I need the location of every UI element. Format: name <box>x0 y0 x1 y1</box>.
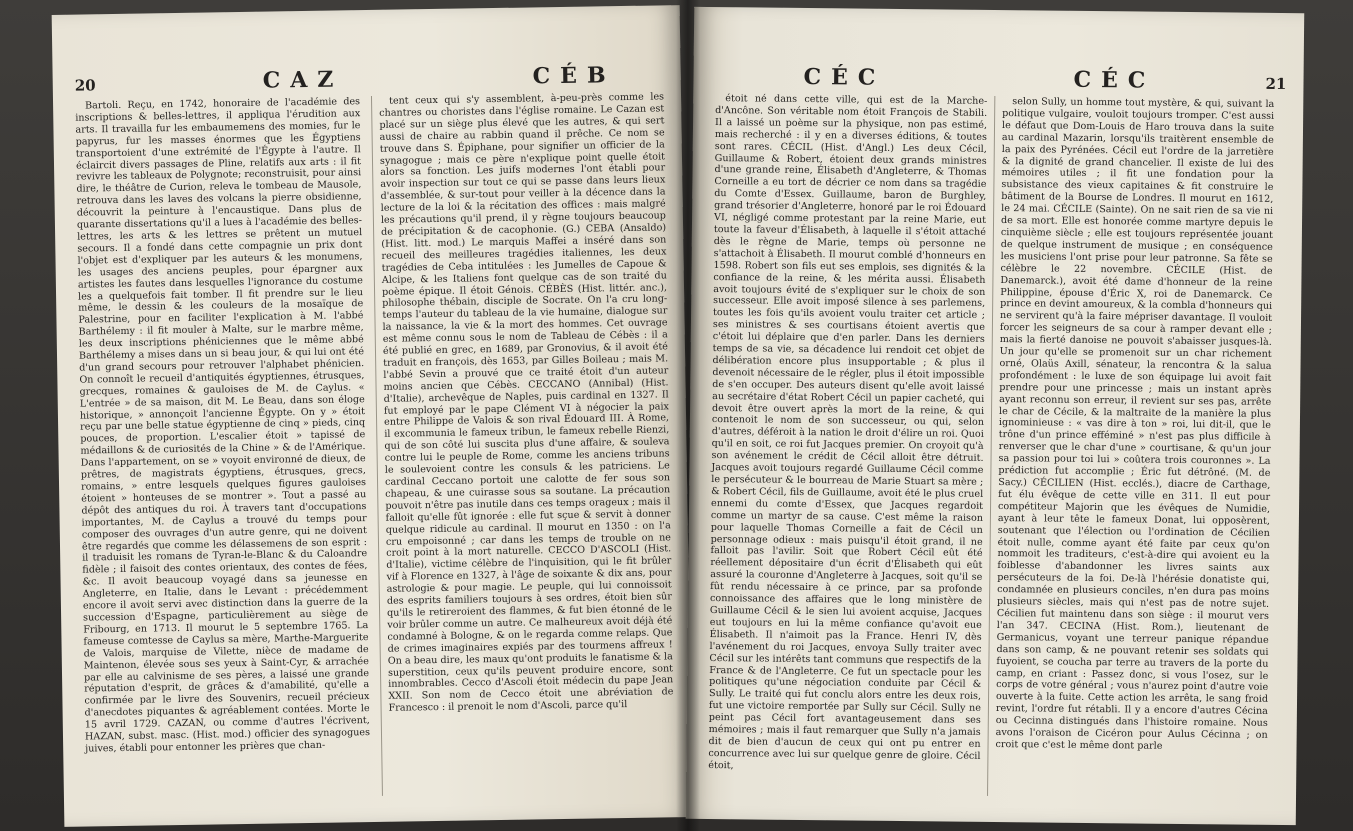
running-head-right: CÉC <box>1073 66 1156 94</box>
right-page <box>686 7 1304 825</box>
running-head-left: CÉC <box>803 63 886 91</box>
column-text: tent ceux qui s'y assemblent, à-peu-près comme les chantres ou choristes dans l'église romaine. Le Cazan est placé sur un siège plus élevé que les autres, & qui sert aussi de chaire au rabbin quand il prêche. Ce nom se trouve dans S. Épiphane, pour signifier un officier de la synagogue ; mais ce père n'explique point quelle étoit alors sa fonction. Les juifs modernes l'ont établi pour avoir inspection sur tout ce qui se passe dans leurs lieux d'assemblée, & sur-tout pour veiller à la décence dans la lecture de la loi & la récitation des offices : mais malgré les précautions qu'il prend, il y règne toujours beaucoup de précipitation & de cacophonie. (G.) CEBA (Ansaldo) (Hist. litt. mod.) Le marquis Maffei a inséré dans son recueil des meilleures tragédies italiennes, les deux tragédies de Ceba intitulées : les Jumelles de Capoue & Alcipe, & les Italiens font quelque cas de son traité du poème épique. Il étoit Génois. CÉBÈS (Hist. littér. anc.), philosophe thébain, disciple de Socrate. On l'a cru long-temps l'auteur du tableau de la vie humaine, dialogue sur la naissance, la vie & la mort des hommes. Cet ouvrage est même connu sous le nom de Tableau de Cébès : il a été publié en grec, en 1689, par Gronovius, & il avoit été traduit en françois, dès 1653, par Gilles Boileau ; mais M. l'abbé Sevin a prouvé que ce traité étoit d'un auteur moins ancien que Cébès. CECCANO (Annibal) (Hist. d'Italie), archevêque de Naples, puis cardinal en 1327. Il fut employé par le pape Clément VI à négocier la paix entre Philippe de Valois & son rival Édouard III. À Rome, il excommunia le fameux tribun, le fameux rebelle Rienzi, qui de son côté lui suscita plus d'une affaire, & souleva contre lui le peuple de Rome, comme les anciens tribuns le soulevoient contre les consuls & les patriciens. Le cardinal Ceccano portoit une calotte de fer sous son chapeau, & une cuirasse sous sa soutane. La précaution pouvoit n'être pas inutile dans ces temps orageux ; mais il falloit qu'elle fût ignorée : elle fut sçue & servit à donner quelque ridicule au cardinal. Il mourut en 1350 : on l'a cru empoisonné ; car dans les temps de trouble on ne croit point à la mort naturelle. CECCO D'ASCOLI (Hist. d'Italie), victime célèbre de l'inquisition, qui le fit brûler vif à Florence en 1327, à l'âge de soixante & dix ans, pour astrologie & pour magie. Le peuple, qui lui connoissoit des esprits familiers toujours à ses ordres, étoit bien sûr qu'ils le retireroient des flammes, & fut bien étonné de le voir brûler comme un autre. Ce malheureux avoit déjà été condamné à Bologne, & on le regarda comme relaps. Que de crimes imaginaires expiés par des tourmens affreux ! On a beau dire, les maux qu'ont produits le fanatisme & la superstition, ceux qu'ils peuvent produire encore, sont innombrables. Cecco d'Ascoli étoit médecin du pape Jean XXII. Son nom de Cecco étoit une abréviation de Francesco : il prenoit le nom d'Ascoli, parce qu'il <box>379 91 674 714</box>
book-gutter-shadow <box>676 0 700 831</box>
page-number: 21 <box>1265 74 1287 94</box>
text-column-2 <box>995 96 1274 754</box>
column-text: Bartoli. Reçu, en 1742, honoraire de l'académie des inscriptions & belles-lettres, il appliqua l'érudition aux arts. Il travailla fur les embaumemens des momies, fur le papyrus, fur les masses énormes que les Égyptiens transportoient d'une extrémité de l'Égypte à l'autre. Il éclaircit divers passages de Pline, relatifs aux arts : il fit revivre les tableaux de Polygnote; reconstruisit, pour ainsi dire, le théâtre de Curion, releva le tombeau de Mausole, retrouva dans les laves des volcans la pierre obsidienne, découvrit la peinture à l'encaustique. Dans plus de quarante dissertations qu'il a lues à l'académie des belles-lettres, les arts & les lettres se prêtent un mutuel secours. Il a fondé dans cette compagnie un prix dont l'objet est d'expliquer par les auteurs & les monumens, les usages des anciens peuples, pour épargner aux artistes les fautes dans lesquelles l'ignorance du costume les a quelquefois fait tomber. Il fit prendre sur le lieu même, le dessin & les couleurs de la mosaïque de Palestrine, pour en faciliter l'explication à M. l'abbé Barthélemy : il fit mouler à Malte, sur le marbre même, les deux inscriptions phéniciennes que le même abbé Barthélemy a mises dans un si beau jour, & qui lui ont été d'un grand secours pour retrouver l'alphabet phénicien. On connoît le recueil d'antiquités égyptiennes, étrusques, grecques, romaines & gauloises de M. de Caylus. « L'entrée » de sa maison, dit M. Le Beau, dans son éloge historique, » annonçoit l'ancienne Égypte. On y » étoit reçu par une belle statue égyptienne de cinq » pieds, cinq pouces, de proportion. L'escalier étoit » tapissé de médaillons & de curiosités de la Chine » & de l'Amérique. Dans l'appartement, on se » voyoit environné de dieux, de prêtres, de magistrats égyptiens, étrusques, grecs, romains, » entre lesquels quelques figures gauloises étoient » honteuses de se montrer ». Tout a passé au dépôt des antiques du roi. À travers tant d'occupations importantes, M. de Caylus a trouvé du temps pour composer des ouvrages d'un autre genre, qui ne doivent être regardés que comme les délassemens de son esprit : il traduisit les romans de Tyran-le-Blanc & du Caloandre fidèle ; il faisoit des contes orientaux, des contes de fées, &c. Il avoit beaucoup voyagé dans sa jeunesse en Angleterre, en Italie, dans le Levant : précédemment encore il avoit servi avec distinction dans la guerre de la succession d'Espagne, particulièrement au siège de Fribourg, en 1713. Il mourut le 5 septembre 1765. La fameuse comtesse de Caylus sa mère, Marthe-Marguerite de Valois, marquise de Vilette, nièce de madame de Maintenon, élevée sous ses yeux à Saint-Cyr, & arrachée par elle au calvinisme de ses pères, a laissé une grande réputation d'esprit, de grâces & d'amabilité, qu'elle a confirmée par le livre des Souvenirs, recueil précieux d'anecdotes piquantes & agréablement contées. Morte le 15 avril 1729. CAZAN, ou comme d'autres l'écrivent, HAZAN, subst. masc. (Hist. mod.) officier des synagogues juives, établi pour entonner les prières que chan- <box>75 96 371 755</box>
left-page <box>52 5 693 827</box>
text-column-1 <box>708 93 987 774</box>
text-column-2 <box>379 91 674 715</box>
column-divider <box>987 96 995 796</box>
page-number: 20 <box>74 76 96 95</box>
text-column-1 <box>75 96 370 755</box>
running-head-right: CÉB <box>532 62 616 90</box>
column-text: étoit né dans cette ville, qui est de la Marche-d'Ancône. Son véritable nom étoit François de Stabili. Il a laissé un poème sur la physique, non pas estimé, mais recherché : il y en a diverses éditions, & toutes sont rares. CÉCIL (Hist. d'Angl.) Les deux Cécil, Guillaume & Robert, étoient deux grands ministres d'une grande reine, Élisabeth d'Angleterre, & Thomas Corneille a eu tort de décrier ce nom dans sa tragédie du Comte d'Essex. Guillaume, baron de Burghley, grand trésorier d'Angleterre, honoré par le roi Édouard VI, négligé comme protestant par la reine Marie, eut toute la faveur d'Élisabeth, à laquelle il s'étoit attaché dès le règne de Marie, temps où personne ne s'attachoit à Élisabeth. Il mourut comblé d'honneurs en 1598. Robert son fils eut ses emplois, ses dignités & la confiance de la reine, & les mérita aussi. Élisabeth avoit toujours évité de s'expliquer sur le choix de son successeur. Elle avoit imposé silence à ses parlemens, toutes les fois qu'ils avoient voulu traiter cet article ; ses ministres & ses courtisans étoient avertis que c'étoit lui déplaire que d'en parler. Dans les derniers temps de sa vie, sa décadence lui rendoit cet objet de délibération encore plus insupportable ; & plus il devenoit nécessaire de le régler, plus il étoit impossible de s'en occuper. Des auteurs disent qu'elle avoit laissé au secrétaire d'état Robert Cécil un papier cacheté, qui devoit être ouvert après la mort de la reine, & qui contenoit le nom de son successeur, ou qui, selon d'autres, déféroit à la nation le droit d'élire un roi. Quoi qu'il en soit, ce roi fut Jacques premier. On croyoit qu'à son avénement le crédit de Cécil alloit être détruit. Jacques avoit toujours regardé Guillaume Cécil comme le persécuteur & le bourreau de Marie Stuart sa mère ; & Robert Cécil, fils de Guillaume, avoit été le plus cruel ennemi du comte d'Essex, que Jacques regardoit comme un martyr de sa cause. C'est même la raison pour laquelle Thomas Corneille a fait de Cécil un personnage odieux : mais puisqu'il étoit grand, il ne falloit pas l'avilir. Soit que Robert Cécil eût été réellement dépositaire d'un écrit d'Élisabeth qui eût assuré la couronne d'Angleterre à Jacques, soit qu'il se fût rendu nécessaire à ce prince, par sa profonde connoissance des affaires que le long ministère de Guillaume Cécil & le sien lui avoient acquise, Jacques eut toujours en lui la même confiance qu'avoit eue Élisabeth. Il n'aimoit pas la France. Henri IV, dès l'avénement du roi Jacques, envoya Sully traiter avec Cécil sur les intérêts tant communs que respectifs de la France & de l'Angleterre. Ce fut un spectacle pour les politiques qu'une négociation conduite par Cécil & Sully. Le traité qui fut conclu alors entre les deux rois, fut une victoire remportée par Sully sur Cécil. Sully ne peint pas Cécil fort avantageusement dans ses mémoires ; mais il faut remarquer que Sully n'a jamais dit de bien d'aucun de ceux qui ont pu entrer en concurrence avec lui sur quelque genre de gloire. Cécil étoit, <box>708 93 988 772</box>
running-head-left: CAZ <box>262 66 344 94</box>
column-text: selon Sully, un homme tout mystère, & qui, suivant la politique vulgaire, vouloit toujours tromper. C'est aussi le défaut que Dom-Louis de Haro trouva dans la suite au cardinal Mazarin, lorsqu'ils traitèrent ensemble de la paix des Pyrénées. Cécil eut l'ordre de la jarretière & la dignité de grand chancelier. Il existe de lui des mémoires utiles ; il fit une fondation pour la subsistance des vieux capitaines & fit construire le bâtiment de la Bourse de Londres. Il mourut en 1612, le 24 mai. CÉCILE (Sainte). On ne sait rien de sa vie ni de sa mort. Elle est honorée comme martyre depuis le cinquième siècle ; elle est toujours représentée jouant de quelque instrument de musique ; en conséquence les musiciens l'ont prise pour leur patronne. Sa fête se célèbre le 22 novembre. CÉCILE (Hist. de Danemarck.), avoit été dame d'honneur de la reine Philippine, épouse d'Éric X, roi de Danemarck. Ce prince en devint amoureux, & la combla d'honneurs qui ne servirent qu'à la faire mépriser davantage. Il vouloit forcer les seigneurs de sa cour à ramper devant elle ; mais la fierté danoise ne pouvoit s'abaisser jusques-là. Un jour qu'elle se promenoit sur un char richement orné, Olaüs Axill, sénateur, la rencontra & la salua profondément : le luxe de son équipage lui avoit fait prendre pour une princesse ; mais un instant après ayant reconnu son erreur, il revient sur ses pas, arrête le char de Cécile, & la maltraite de la manière la plus ignominieuse : « vas dire à ton » roi, lui dit-il, que le trône d'un prince efféminé » n'est pas plus difficile à renverser que le char d'une » courtisane, & qu'un jour sa passion pour toi lui » coûtera trois couronnes ». La prédiction fut accomplie ; Éric fut détrôné. (M. de Sacy.) CÉCILIEN (Hist. ecclés.), diacre de Carthage, fut élu évêque de cette ville en 311. Il eut pour compétiteur Majorin que les évêques de Numidie, ayant à leur tête le fameux Donat, lui opposèrent, soutenant que l'élection ou l'ordination de Cécilien étoit nulle, comme ayant été faite par ceux qu'on nommoit les traditeurs, c'est-à-dire qui avoient eu la foiblesse d'abandonner les livres saints aux persécuteurs de la foi. De-là l'hérésie donatiste qui, condamnée en plusieurs conciles, n'en dura pas moins plusieurs siècles, mais qui n'est pas de notre sujet. Cécilien fut maintenu dans son siège : il mourut vers l'an 347. CECINA (Hist. Rom.), lieutenant de Germanicus, voyant une terreur panique répandue dans son camp, & ne pouvant retenir ses soldats qui fuyoient, se coucha par terre au travers de la porte du camp, en criant : Passez donc, si vous l'osez, sur le corps de votre général ; vous n'aurez point d'autre voie ouverte à la fuite. Cette action les arrêta, le sang froid revint, l'ordre fut rétabli. Il y a encore d'autres Cécina ou Cecinna distingués dans l'histoire romaine. Nous avons l'oraison de Cicéron pour Aulus Cécinna ; on croit que c'est le même dont parle <box>995 96 1275 752</box>
